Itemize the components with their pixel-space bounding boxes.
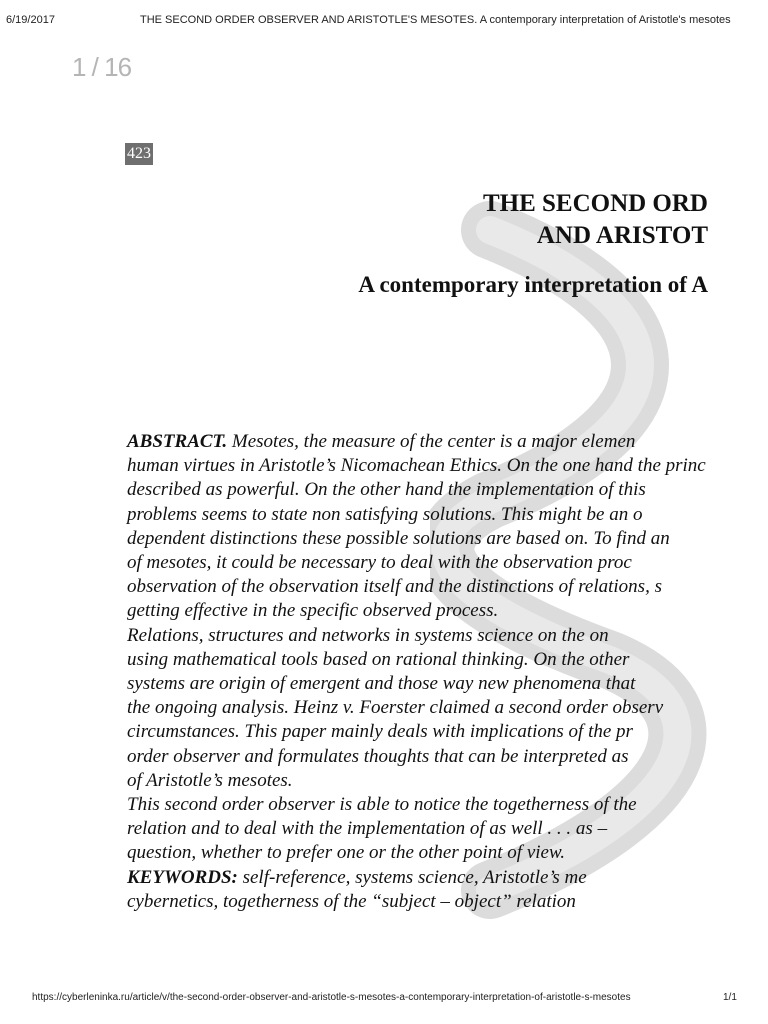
abstract-line: order observer and formulates thoughts that can be interpreted as — [127, 745, 629, 767]
abstract-line: of Aristotle’s mesotes. — [127, 769, 293, 791]
title-line-2: AND ARISTOT — [536, 222, 708, 249]
abstract-line: of mesotes, it could be necessary to deal with the observation proc — [127, 552, 632, 574]
abstract-line: relation and to deal with the implementation of as well . . . as – — [127, 818, 608, 840]
abstract-line: Relations, structures and networks in systems science on the on — [127, 624, 609, 646]
page-number: 423 — [125, 143, 153, 165]
abstract-line: systems are origin of emergent and those way new phenomena that — [127, 673, 636, 695]
abstract-line: circumstances. This paper mainly deals with implications of the pr — [127, 721, 633, 743]
source-url: https://cyberleninka.ru/article/v/the-second-order-observer-and-aristotle-s-mesotes-a-contemporary-interpretation-of-aristotle-s-mesotes — [32, 992, 631, 1003]
abstract-line: human virtues in Aristotle’s Nicomachean Ethics. On the one hand the princ — [127, 455, 706, 477]
subtitle: A contemporary interpretation of A — [358, 272, 708, 297]
keywords-label: KEYWORDS: — [127, 866, 238, 888]
title-line-1: THE SECOND ORD — [482, 190, 708, 217]
abstract-label: ABSTRACT. — [127, 431, 228, 452]
abstract-line: getting effective in the specific observed process. — [127, 600, 499, 622]
abstract-line: observation of the observation itself and the distinctions of relations, s — [127, 576, 662, 598]
abstract-line: using mathematical tools based on rational thinking. On the other — [127, 648, 630, 670]
print-date: 6/19/2017 — [6, 14, 55, 26]
abstract-body — [127, 430, 708, 914]
print-title: THE SECOND ORDER OBSERVER AND ARISTOTLE'S MESOTES. A contemporary interpretation of Aristotle's mesotes — [140, 14, 731, 26]
print-page-count: 1/1 — [723, 992, 737, 1003]
abstract-line: This second order observer is able to notice the togetherness of the — [127, 794, 637, 816]
keywords-line: KEYWORDS: self-reference, systems science, Aristotle’s me — [127, 866, 587, 888]
abstract-line: problems seems to state non satisfying solutions. This might be an o — [127, 503, 643, 525]
abstract-line: ABSTRACT. Mesotes, the measure of the center is a major elemen — [127, 431, 636, 452]
abstract-line: dependent distinctions these possible solutions are based on. To find an — [127, 527, 670, 549]
keywords-line: cybernetics, togetherness of the “subject – object” relation — [127, 890, 576, 912]
abstract-line: the ongoing analysis. Heinz v. Foerster claimed a second order observ — [127, 697, 664, 719]
abstract-line: described as powerful. On the other hand the implementation of this — [127, 479, 646, 501]
page-counter: 1 / 16 — [72, 52, 132, 82]
abstract-line: question, whether to prefer one or the other point of view. — [127, 842, 565, 864]
